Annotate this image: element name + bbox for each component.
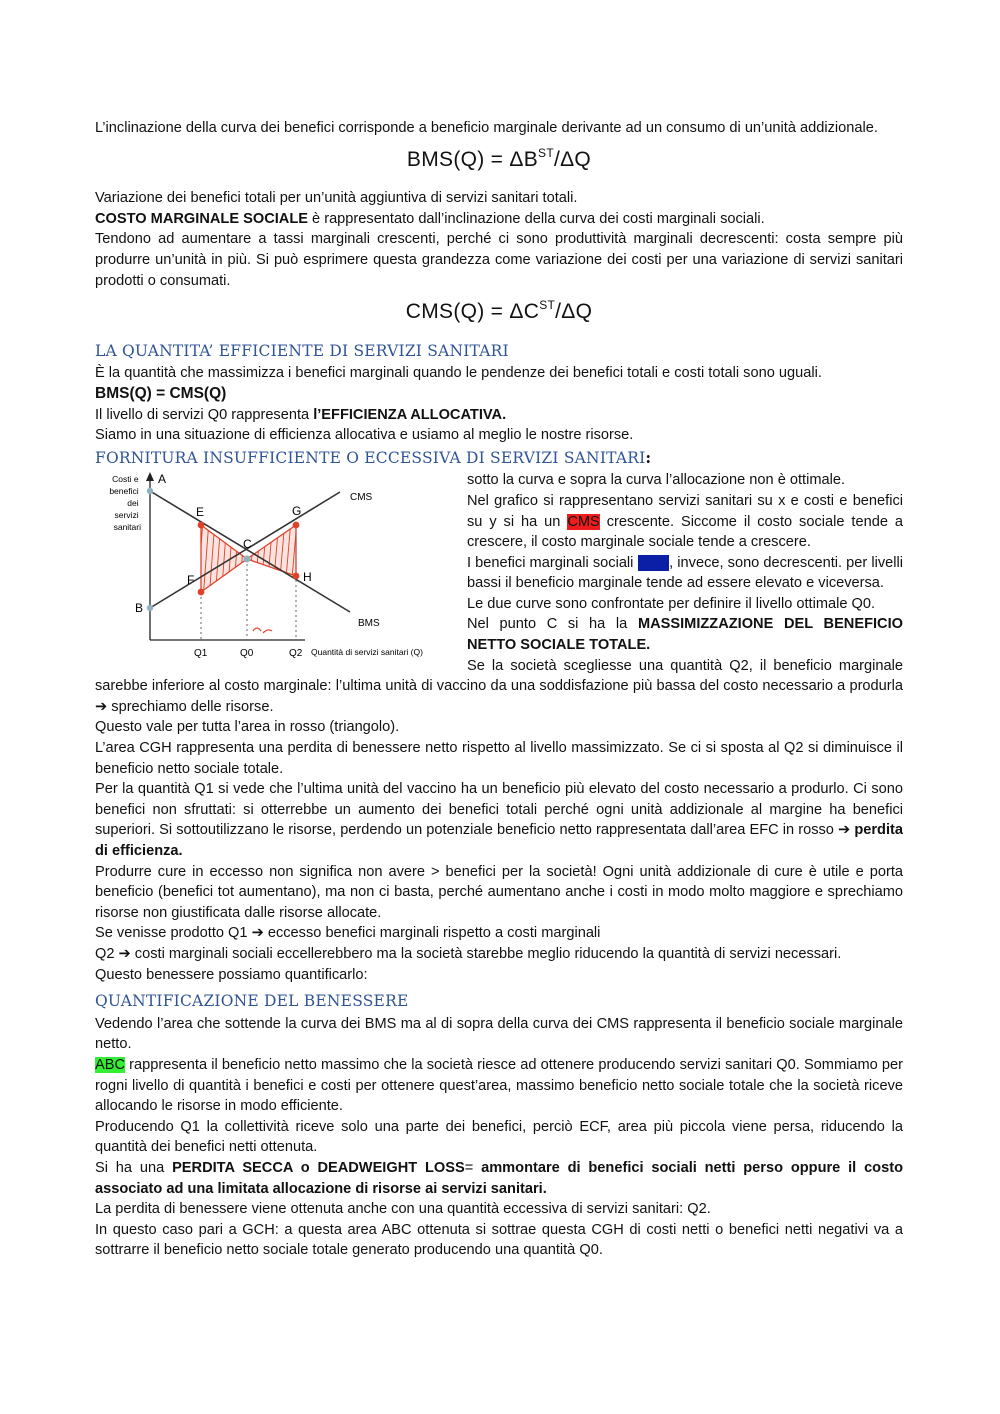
paragraph: Questo vale per tutta l’area in rosso (triangolo). bbox=[95, 719, 400, 736]
paragraph bbox=[95, 1158, 903, 1199]
heading-suffix: : bbox=[645, 447, 652, 467]
paragraph: L’area CGH rappresenta una perdita di benessere netto rispetto al livello massimizzato. Se ci si sposta al Q2 si diminuisce il beneficio netto sociale totale. bbox=[95, 740, 903, 777]
bold-term: COSTO MARGINALE SOCIALE bbox=[95, 210, 308, 227]
text-run: Per la quantità Q1 si vede che l’ultima unità del vaccino ha un beneficio più elevato del costo necessario a produrlo. Ci sono benefici non sfruttati: si otterrebbe un aumento dei benefici totali perché ogni unità addizionale al margine ha benefici superiori. Si sottoutilizzano le risorse, perdendo un potenziale beneficio netto rappresentata dall’area EFC in rosso ➔ bbox=[95, 781, 903, 839]
paragraph bbox=[95, 209, 903, 230]
text-run: Nel grafico si rappresentano servizi sanitari su x e costi e benefici su y si ha un bbox=[467, 492, 903, 530]
tick-q0: Q0 bbox=[240, 648, 254, 660]
cms-bms-diagram bbox=[95, 470, 457, 672]
paragraph: La perdita di benessere viene ottenuta anche con una quantità eccessiva di servizi sanitari: Q2. bbox=[95, 1201, 711, 1218]
text-run: = bbox=[464, 1159, 482, 1176]
highlight-cms: CMS bbox=[567, 513, 600, 530]
formula-superscript: ST bbox=[539, 298, 556, 313]
highlight-abc: ABC bbox=[95, 1056, 126, 1073]
paragraph: Vedendo l’area che sottende la curva dei BMS ma al di sopra della curva dei CMS rappresenta il beneficio sociale marginale netto. bbox=[95, 1015, 903, 1053]
point-e bbox=[198, 522, 205, 529]
section-heading: LA QUANTITA’ EFFICIENTE DI SERVIZI SANITARI bbox=[95, 341, 509, 360]
label-b: B bbox=[135, 601, 144, 616]
text-run: Il livello di servizi Q0 rappresenta bbox=[95, 406, 314, 423]
bold-term: PERDITA SECCA o DEADWEIGHT LOSS bbox=[172, 1159, 465, 1176]
point-a bbox=[147, 488, 153, 494]
bold-term: l’EFFICIENZA ALLOCATIVA. bbox=[313, 406, 507, 423]
bold-term: perdita di efficienza. bbox=[95, 822, 903, 859]
paragraph: Siamo in una situazione di efficienza allocativa e usiamo al meglio le nostre risorse. bbox=[95, 427, 634, 444]
paragraph bbox=[95, 1055, 903, 1117]
label-c: C bbox=[243, 537, 252, 552]
text-run: I benefici marginali sociali bbox=[467, 554, 638, 571]
paragraph: sotto la curva e sopra la curva l’allocazione non è ottimale. bbox=[467, 472, 846, 489]
paragraph: In questo caso pari a GCH: a questa area ABC ottenuta si sottrae questa CGH di costi netti o benefici netti negativi va a sottrarre il beneficio netto sociale totale generato producendo una quantità Q0. bbox=[95, 1221, 903, 1259]
x-axis-label: Quantità di servizi sanitari (Q) bbox=[311, 647, 423, 658]
text-run: , invece, sono decrescenti. per livelli bassi il beneficio marginale tende ad essere elevato e viceversa. bbox=[467, 554, 903, 592]
annotation-scribble bbox=[253, 628, 272, 633]
label-a: A bbox=[158, 472, 167, 487]
paragraph: È la quantità che massimizza i benefici marginali quando le pendenze dei benefici totali e costi totali sono uguali. bbox=[95, 365, 822, 382]
formula-text: BMS(Q) = ΔB bbox=[406, 147, 539, 171]
paragraph: Questo benessere possiamo quantificarlo: bbox=[95, 966, 368, 983]
text-run: Nel punto C si ha la bbox=[467, 616, 638, 633]
paragraph: Produrre cure in eccesso non significa non avere > benefici per la società! Ogni unità addizionale di cure è utile e porta beneficio (benefici tot aumentano), ma non ci basta, perché aumentano anche i costi in modo molto maggiore e sprechiamo risorse non giustificata dalle risorse allocate. bbox=[95, 863, 903, 921]
formula-cms bbox=[95, 295, 903, 323]
point-c bbox=[244, 556, 251, 563]
tick-q2: Q2 bbox=[289, 648, 303, 660]
equation-bold: BMS(Q) = CMS(Q) bbox=[95, 384, 227, 402]
paragraph: Producendo Q1 la collettività riceve solo una parte dei benefici, perciò ECF, area più piccola viene persa, riducendo la quantità dei benefici netti ottenuta. bbox=[95, 1118, 903, 1156]
formula-text: /ΔQ bbox=[553, 147, 592, 171]
label-g: G bbox=[292, 504, 302, 519]
formula-superscript: ST bbox=[538, 145, 554, 160]
text-run: rappresenta il beneficio netto massimo che la società riesce ad ottenere producendo servizi sanitari Q0. Sommiamo per rogni livello di quantità i benefici e costi per ottenere quest’area, massimo beneficio netto sociale totale che la società riceve allocando le risorse in modo efficiente. bbox=[95, 1056, 903, 1115]
document-page bbox=[95, 118, 903, 1261]
paragraph: Tendono ad aumentare a tassi marginali crescenti, perché ci sono produttività marginali decrescenti: costa sempre più produrre un’unità in più. Si può esprimere questa grandezza come variazione dei costi per una variazione di servizi sanitari prodotti o consumati. bbox=[95, 231, 903, 289]
text-run: Si ha una bbox=[95, 1159, 173, 1176]
bms-curve bbox=[150, 491, 350, 612]
tick-q1: Q1 bbox=[194, 648, 208, 660]
text-run: crescente. Siccome il costo sociale tende a crescere, il costo marginale sociale tende a crescere. bbox=[467, 513, 903, 551]
formula-bms bbox=[95, 143, 903, 171]
section-heading: QUANTIFICAZIONE DEL BENESSERE bbox=[95, 992, 409, 1011]
highlight-bms: BMS bbox=[637, 554, 670, 571]
paragraph: Variazione dei benefici totali per un’unità aggiuntiva di servizi sanitari totali. bbox=[95, 190, 578, 207]
bold-term: MASSIMIZZAZIONE DEL BENEFICIO NETTO SOCIALE TOTALE. bbox=[467, 616, 903, 654]
label-cms: CMS bbox=[350, 492, 373, 504]
y-axis-label: Costi e benefici dei servizi sanitari bbox=[109, 474, 141, 533]
bold-term: ammontare di benefici sociali netti perso oppure il costo associato ad una limitata allocazione di risorse ai servizi sanitari. bbox=[95, 1159, 903, 1197]
label-e: E bbox=[196, 505, 205, 520]
paragraph: Se la società scegliesse una quantità Q2, il beneficio marginale sarebbe inferiore al costo marginale: l’ultima unità di vaccino da una soddisfazione più bassa del costo necessario a produrla ➔ sprechiamo delle risorse. bbox=[95, 657, 903, 715]
paragraph: Le due curve sono confrontate per definire il livello ottimale Q0. bbox=[467, 595, 876, 612]
text-run: è rappresentato dall’inclinazione della curva dei costi marginali sociali. bbox=[307, 210, 765, 227]
diagram-svg bbox=[95, 470, 457, 672]
paragraph bbox=[95, 405, 903, 426]
paragraph: Q2 ➔ costi marginali sociali eccellerebbero ma la società starebbe meglio riducendo la quantità di servizi necessari. bbox=[95, 945, 842, 962]
section-heading bbox=[95, 448, 903, 469]
formula-text: CMS(Q) = ΔC bbox=[405, 300, 540, 324]
heading-text: FORNITURA INSUFFICIENTE O ECCESSIVA DI SERVIZI SANITARI bbox=[95, 448, 646, 467]
label-bms: BMS bbox=[358, 618, 380, 630]
paragraph bbox=[95, 779, 903, 861]
label-f: F bbox=[187, 573, 195, 588]
point-b bbox=[147, 605, 153, 611]
point-f bbox=[198, 589, 205, 596]
point-h bbox=[293, 573, 300, 580]
paragraph: L’inclinazione della curva dei benefici corrisponde a beneficio marginale derivante ad un consumo di un’unità addizionale. bbox=[95, 120, 878, 136]
point-g bbox=[293, 522, 300, 529]
formula-text: /ΔQ bbox=[555, 300, 593, 324]
y-axis-arrow-icon bbox=[146, 472, 154, 481]
label-h: H bbox=[303, 570, 312, 585]
paragraph: Se venisse prodotto Q1 ➔ eccesso benefici marginali rispetto a costi marginali bbox=[95, 925, 601, 942]
